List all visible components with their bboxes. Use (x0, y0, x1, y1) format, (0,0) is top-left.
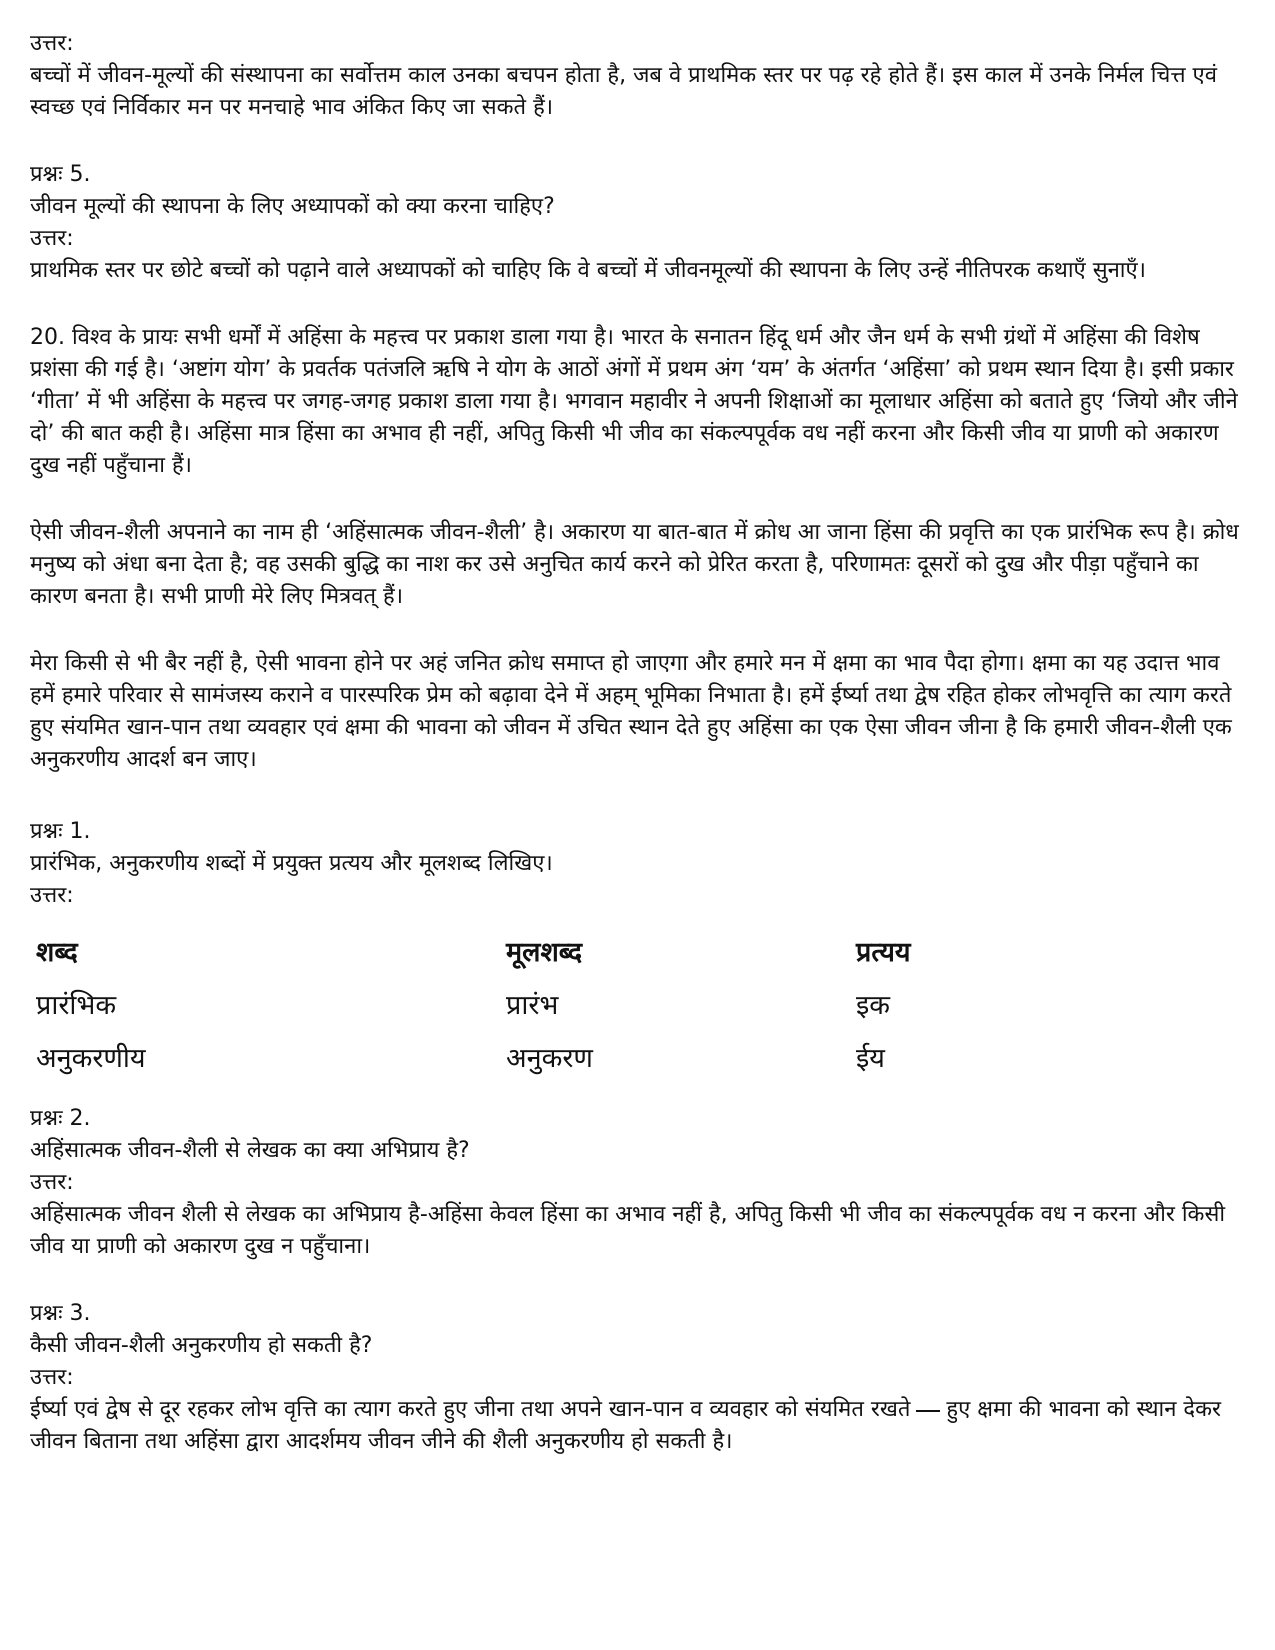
answer-label: उत्तर: (30, 31, 74, 56)
question-text: प्रारंभिक, अनुकरणीय शब्दों में प्रयुक्त प्रत्यय और मूलशब्द लिखिए। (30, 851, 553, 876)
table-cell: प्रारंभ (506, 990, 559, 1021)
question-text: कैसी जीवन-शैली अनुकरणीय हो सकती है? (30, 1333, 373, 1358)
answer-text: अहिंसात्मक जीवन शैली से लेखक का अभिप्राय है-अहिंसा केवल हिंसा का अभाव नहीं है, अपितु किसी भी जीव का संकल्पपूर्वक वध न करना और किसी जीव या प्राणी को अकारण दुख न पहुँचाना। (30, 1202, 1226, 1259)
word-suffix-table (30, 926, 1245, 1085)
question-number: प्रश्नः 2. (30, 1106, 91, 1131)
answer-text-part-2: हुए क्षमा की भावना को स्थान देकर जीवन बिताना तथा अहिंसा द्वारा आदर्शमय जीवन जीने की शैली अनुकरणीय हो सकती है। (30, 1397, 1221, 1454)
question-number: प्रश्नः 5. (30, 162, 91, 187)
table-header-root: मूलशब्द (506, 937, 583, 968)
table-cell: प्रारंभिक (36, 990, 117, 1021)
document-page (30, 28, 1245, 1458)
table-cell: अनुकरण (506, 1043, 593, 1074)
passage-paragraph-2: ऐसी जीवन-शैली अपनाने का नाम ही ‘अहिंसात्मक जीवन-शैली’ है। अकारण या बात-बात में क्रोध आ जाना हिंसा की प्रवृत्ति का एक प्रारंभिक रूप है। क्रोध मनुष्य को अंधा बना देता है; वह उसकी बुद्धि का नाश कर उसे अनुचित कार्य करने को प्रेरित करता है, परिणामतः दूसरों को दुख और पीड़ा पहुँचाने का कारण बनता है। सभी प्राणी मेरे लिए मित्रवत् हैं। (30, 520, 1239, 609)
answer-label: उत्तर: (30, 1170, 74, 1195)
table-cell: अनुकरणीय (36, 1043, 146, 1074)
answer-label: उत्तर: (30, 883, 74, 908)
question-number: प्रश्नः 1. (30, 819, 91, 844)
table-header-suffix: प्रत्यय (856, 937, 911, 968)
blank-line (916, 1410, 940, 1412)
answer-text: प्राथमिक स्तर पर छोटे बच्चों को पढ़ाने वाले अध्यापकों को चाहिए कि वे बच्चों में जीवनमूल्यों की स्थापना के लिए उन्हें नीतिपरक कथाएँ सुनाएँ। (30, 258, 1146, 283)
question-text: जीवन मूल्यों की स्थापना के लिए अध्यापकों को क्या करना चाहिए? (30, 194, 555, 219)
table-cell: इक (856, 990, 890, 1021)
passage-paragraph-1: 20. विश्व के प्रायः सभी धर्मों में अहिंसा के महत्त्व पर प्रकाश डाला गया है। भारत के सनातन हिंदू धर्म और जैन धर्म के सभी ग्रंथों में अहिंसा की विशेष प्रशंसा की गई है। ‘अष्टांग योग’ के प्रवर्तक पतंजलि ऋषि ने योग के आठों अंगों में प्रथम अंग ‘यम’ के अंतर्गत ‘अहिंसा’ को प्रथम स्थान दिया है। इसी प्रकार ‘गीता’ में भी अहिंसा के महत्त्व पर जगह-जगह प्रकाश डाला गया है। भगवान महावीर ने अपनी शिक्षाओं का मूलाधार अहिंसा को बताते हुए ‘जियो और जीने दो’ की बात कही है। अहिंसा मात्र हिंसा का अभाव ही नहीं, अपितु किसी भी जीव का संकल्पपूर्वक वध नहीं करना और किसी जीव या प्राणी को अकारण दुख नहीं पहुँचाना हैं। (30, 325, 1238, 478)
question-number: प्रश्नः 3. (30, 1301, 91, 1326)
question-text: अहिंसात्मक जीवन-शैली से लेखक का क्या अभिप्राय है? (30, 1138, 470, 1163)
answer-text-part-1: ईर्ष्या एवं द्वेष से दूर रहकर लोभ वृत्ति का त्याग करते हुए जीना तथा अपने खान-पान व व्यवहार को संयमित रखते (30, 1397, 911, 1422)
table-cell: ईय (856, 1043, 885, 1074)
answer-label: उत्तर: (30, 226, 74, 251)
answer-label: उत्तर: (30, 1365, 74, 1390)
passage-paragraph-3: मेरा किसी से भी बैर नहीं है, ऐसी भावना होने पर अहं जनित क्रोध समाप्त हो जाएगा और हमारे मन में क्षमा का भाव पैदा होगा। क्षमा का यह उदात्त भाव हमें हमारे परिवार से सामंजस्य कराने व पारस्परिक प्रेम को बढ़ावा देने में अहम् भूमिका निभाता है। हमें ईर्ष्या तथा द्वेष रहित होकर लोभवृत्ति का त्याग करते हुए संयमित खान-पान तथा व्यवहार एवं क्षमा की भावना को जीवन में उचित स्थान देते हुए अहिंसा का एक ऐसा जीवन जीना है कि हमारी जीवन-शैली एक अनुकरणीय आदर्श बन जाए। (30, 651, 1232, 772)
table-header-word: शब्द (36, 937, 78, 968)
answer-text: बच्चों में जीवन-मूल्यों की संस्थापना का सर्वोत्तम काल उनका बचपन होता है, जब वे प्राथमिक स्तर पर पढ़ रहे होते हैं। इस काल में उनके निर्मल चित्त एवं स्वच्छ एवं निर्विकार मन पर मनचाहे भाव अंकित किए जा सकते हैं। (30, 63, 1217, 120)
answer-text (30, 1394, 1245, 1458)
